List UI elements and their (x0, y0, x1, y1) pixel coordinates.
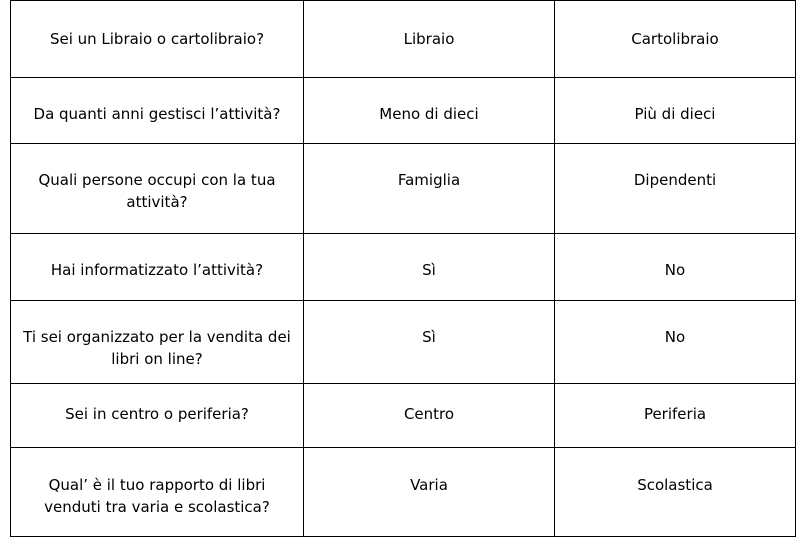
option-b-cell: Dipendenti (555, 144, 796, 234)
option-a-cell: Centro (304, 384, 555, 448)
question-cell: Hai informatizzato l’attività? (11, 234, 304, 301)
table-row (11, 1, 796, 78)
question-cell: Da quanti anni gestisci l’attività? (11, 78, 304, 144)
option-b-cell: Più di dieci (555, 78, 796, 144)
option-a-cell: Sì (304, 301, 555, 384)
table-row (11, 234, 796, 301)
table-row (11, 448, 796, 537)
table-row (11, 144, 796, 234)
question-cell: Qual’ è il tuo rapporto di libri venduti tra varia e scolastica? (11, 448, 304, 537)
option-b-cell: No (555, 301, 796, 384)
table-row (11, 301, 796, 384)
option-b-cell: Periferia (555, 384, 796, 448)
survey-table (10, 0, 796, 537)
question-cell: Sei un Libraio o cartolibraio? (11, 1, 304, 78)
option-b-cell: No (555, 234, 796, 301)
option-b-cell: Cartolibraio (555, 1, 796, 78)
option-a-cell: Libraio (304, 1, 555, 78)
option-b-cell: Scolastica (555, 448, 796, 537)
option-a-cell: Varia (304, 448, 555, 537)
option-a-cell: Famiglia (304, 144, 555, 234)
option-a-cell: Sì (304, 234, 555, 301)
option-a-cell: Meno di dieci (304, 78, 555, 144)
question-cell: Sei in centro o periferia? (11, 384, 304, 448)
question-cell: Quali persone occupi con la tua attività? (11, 144, 304, 234)
table-row (11, 78, 796, 144)
table-row (11, 384, 796, 448)
question-cell: Ti sei organizzato per la vendita dei libri on line? (11, 301, 304, 384)
